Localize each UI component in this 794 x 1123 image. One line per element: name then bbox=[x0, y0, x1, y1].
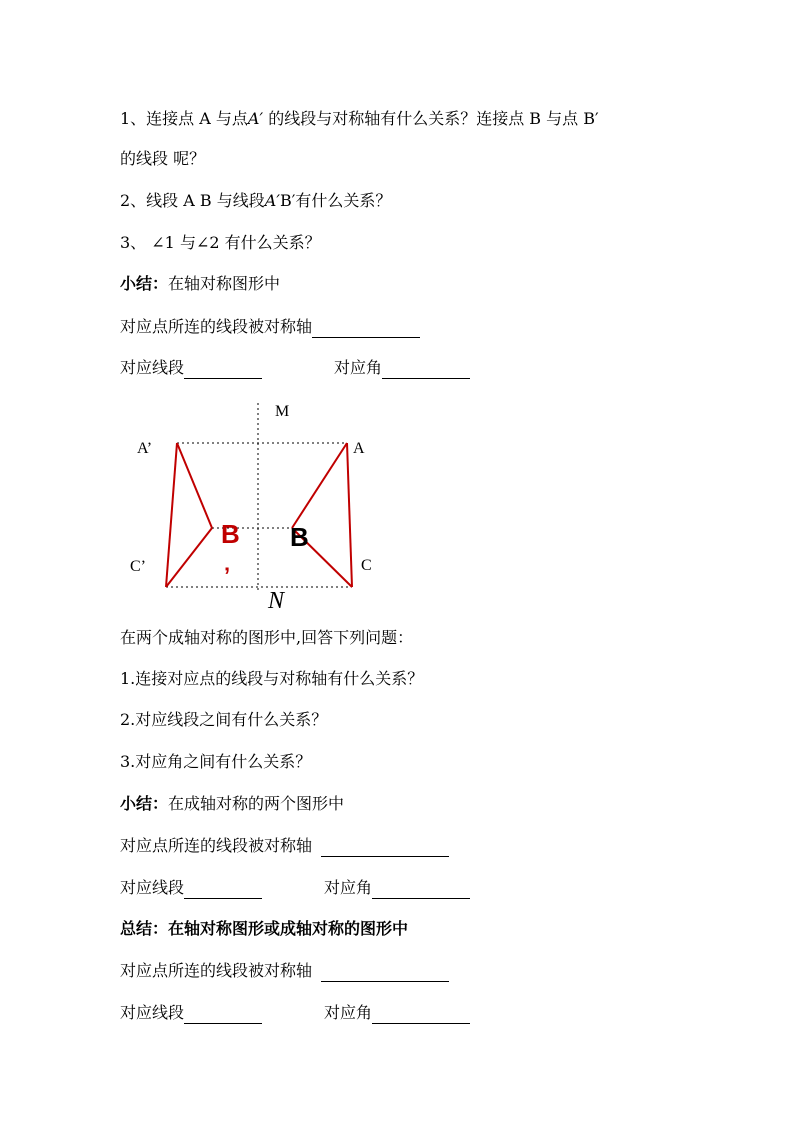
conclusion-line-1-text: 对应点所连的线段被对称轴 bbox=[120, 961, 313, 980]
segment-a-prime-c-prime bbox=[166, 443, 177, 587]
conclusion-line-2 bbox=[120, 1002, 470, 1024]
summary-2-heading bbox=[120, 793, 344, 815]
segment-a-b bbox=[292, 443, 347, 528]
summary-1-text: 在轴对称图形中 bbox=[168, 274, 281, 293]
summary-1-heading bbox=[120, 273, 280, 295]
segment-b-prime-c-prime bbox=[166, 528, 212, 587]
part-2-question-1: 1.连接对应点的线段与对称轴有什么关系？ bbox=[120, 669, 424, 688]
answer-blank[interactable] bbox=[184, 1005, 262, 1024]
segment-a-prime-b-prime bbox=[177, 443, 212, 528]
question-1-line-1 bbox=[120, 108, 599, 130]
symmetry-figure bbox=[120, 395, 400, 613]
answer-blank[interactable] bbox=[184, 880, 262, 899]
answer-blank[interactable] bbox=[184, 360, 262, 379]
conclusion-line-1 bbox=[120, 960, 449, 982]
answer-blank[interactable] bbox=[321, 963, 449, 982]
summary-1-angle-label: 对应角 bbox=[334, 358, 383, 377]
conclusion-angle-label: 对应角 bbox=[324, 1003, 373, 1022]
summary-1-line-2 bbox=[120, 357, 470, 379]
label-m: M bbox=[275, 403, 290, 420]
summary-2-angle-label: 对应角 bbox=[324, 878, 373, 897]
answer-blank[interactable] bbox=[321, 838, 449, 857]
conclusion-heading: 总结：在轴对称图形或成轴对称的图形中 bbox=[120, 919, 409, 938]
question-2 bbox=[120, 190, 391, 212]
point-a-prime: A′ bbox=[247, 109, 264, 128]
part-2-question-3: 3.对应角之间有什么关系？ bbox=[120, 752, 312, 771]
answer-blank[interactable] bbox=[382, 360, 470, 379]
part-2-question-2: 2.对应线段之间有什么关系？ bbox=[120, 710, 328, 729]
label-c: C bbox=[361, 557, 372, 574]
label-a: A bbox=[353, 440, 365, 457]
answer-blank[interactable] bbox=[372, 880, 470, 899]
summary-2-label: 小结： bbox=[120, 794, 169, 813]
segment-a-c bbox=[347, 443, 352, 587]
point-a-prime: A′ bbox=[264, 191, 280, 210]
summary-2-segment-label: 对应线段 bbox=[120, 878, 185, 897]
summary-1-line-1 bbox=[120, 316, 420, 338]
question-1-line-2: 的线段 呢？ bbox=[120, 149, 206, 168]
label-b: B bbox=[290, 522, 309, 552]
part-2-intro: 在两个成轴对称的图形中,回答下列问题： bbox=[120, 628, 414, 647]
label-n: N bbox=[268, 588, 285, 613]
summary-1-label: 小结： bbox=[120, 274, 169, 293]
conclusion-segment-label: 对应线段 bbox=[120, 1003, 185, 1022]
label-a-prime: A’ bbox=[137, 440, 153, 457]
question-2-text: 2、线段 A B 与线段 bbox=[120, 191, 265, 210]
summary-2-text: 在成轴对称的两个图形中 bbox=[168, 794, 345, 813]
label-b-prime-letter: B bbox=[221, 519, 240, 549]
answer-blank[interactable] bbox=[372, 1005, 470, 1024]
summary-2-line-1-text: 对应点所连的线段被对称轴 bbox=[120, 836, 313, 855]
summary-2-line-2 bbox=[120, 877, 470, 899]
label-c-prime: C’ bbox=[130, 558, 146, 575]
summary-1-line-1-text: 对应点所连的线段被对称轴 bbox=[120, 317, 313, 336]
label-b-prime-mark: ’ bbox=[224, 563, 231, 588]
question-1-text: 1、连接点 A 与点 bbox=[120, 109, 248, 128]
summary-1-segment-label: 对应线段 bbox=[120, 358, 185, 377]
question-1-text-suffix: 的线段与对称轴有什么关系？连接点 B 与点 B′ bbox=[263, 109, 599, 128]
question-3: 3、 ∠1 与∠2 有什么关系？ bbox=[120, 233, 321, 252]
question-2-text-suffix: B′有什么关系？ bbox=[279, 191, 392, 210]
summary-2-line-1 bbox=[120, 835, 449, 857]
answer-blank[interactable] bbox=[312, 319, 420, 338]
